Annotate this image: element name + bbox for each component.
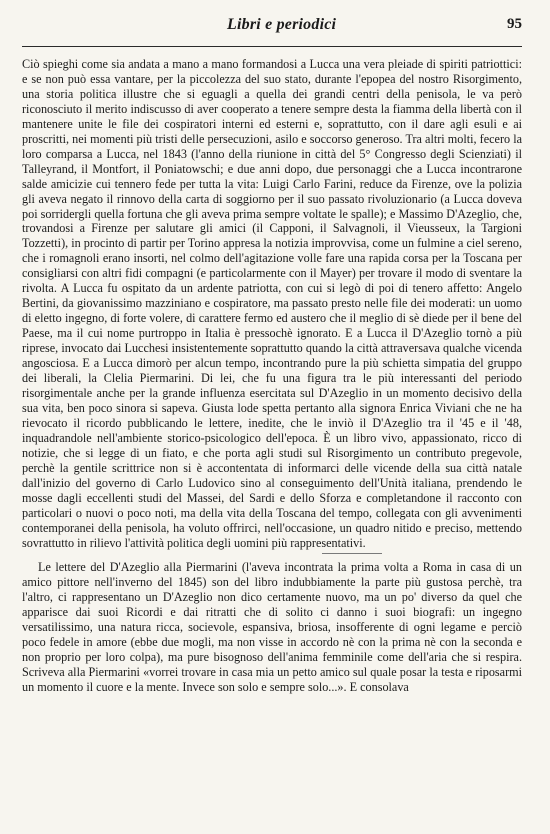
page-header <box>22 6 522 47</box>
page-number: 95 <box>507 16 522 32</box>
paragraph-1: Ciò spieghi come sia andata a mano a mano formandosi a Lucca una vera pleiade di spiriti patriottici: e se non può essa vantare, per la piccolezza del suo stato, durante l'epopea del nostro Risorgimento, una storia politica illustre che si eguagli a quella dei grandi centri della penisola, le va però riconosciuto il merito indiscusso di aver cooperato a tenere sempre desta la fiamma della libertà con il mantenere unite le file dei cospiratori interni ed esterni e, soprattutto, con il dare agli esuli e ai proscritti, nei momenti più tristi delle persecuzioni, asilo e soccorso generoso. Tra altri molti, fecero la loro comparsa a Lucca, nel 1843 (l'anno della riunione in città del 5° Congresso degli Scienziati) il Talleyrand, il Montfort, il Poniatowschi; e due anni dopo, due personaggi che a Lucca incontrarone salde amicizie cui tennero fede per tutta la vita: Luigi Carlo Farini, reduce da Firenze, ove la polizia gli aveva negato il rinnovo della carta di soggiorno per il suo passato rivoluzionario (a Lucca doveva poi sorridergli quella fortuna che gli aveva prima sempre voltate le spalle); e Massimo D'Azeglio, che, trovandosi a Firenze per salutare gli amici (il Capponi, il Salvagnoli, il Vieusseux, la Targioni Tozzetti), in procinto di partir per Torino appresa la notizia improvvisa, come un fulmine a ciel sereno, che i romagnoli erano insorti, nel colmo dell'agitazione volle fare una rapida corsa per la Toscana per consigliarsi con altri fidi compagni (e particolarmente con il Mayer) per trovare il modo di sventare la rivolta. A Lucca fu ospitato da un ardente patriotta, con cui si legò di poi di tenero affetto: Angelo Bertini, da giovanissimo mazziniano e cospiratore, ma passato presto nelle file dei moderati: un uomo di eletto ingegno, di forte volere, di carattere fermo ed austero che il meglio di sè diede per il bene del Paese, ma il cui nome purtroppo in Italia è pressochè ignorato. E a Lucca il D'Azeglio tornò a più riprese, invocato dai Lucchesi insistentemente soprattutto quando la città attraversava qualche vicenda angosciosa. E a Lucca dimorò per alcun tempo, incontrando pure la più schietta simpatia del gruppo dei liberali, la Clelia Piermarini. Di lei, che fu una figura tra le più interessanti del periodo risorgimentale anche per la grande influenza esercitata sul D'Azeglio in un momento decisivo della sua vita, ben poco sinora si sapeva. Giusta lode spetta pertanto alla signora Enrica Viviani che ne ha rievocato il ricordo pubblicando le lettere, inedite, che le inviò il D'Azeglio tra il '45 e il '48, inquadrandole nell'ambiente storico-psicologico dell'epoca. È un libro vivo, appassionato, ricco di notizie, che si legge di un fiato, e che porta agli studi sul Risorgimento un contributo pregevole, perchè la gentile scrittrice non si è accontentata di informarci delle vicende della sua città natale dall'inizio del governo di Carlo Ludovico sino al conseguimento dell'Unità italiana, prendendo le mosse dagli eccellenti studi del Massei, del Sardi e dello Sforza e completandone il racconto con particolari o nuovi o poco noti, ma della vita della Toscana del tempo, collegata con gli avvenimenti contemporanei della penisola, ha voluto offrirci, nell'occasione, un quadro nitido e preciso, mettendo sovrattutto in rilievo l'attività politica degli uomini più rappresentativi. <box>22 57 522 550</box>
book-page <box>0 6 550 834</box>
running-head: Libri e periodici <box>227 16 337 33</box>
section-divider <box>22 550 522 560</box>
page-body <box>22 57 522 695</box>
paragraph-2: Le lettere del D'Azeglio alla Piermarini (l'aveva incontrata la prima volta a Roma in casa di un amico pittore nell'inverno del 1845) son del libro indubbiamente la parte più gustosa perchè, tra l'altro, ci rappresentano un D'Azeglio non dico certamente nuovo, ma un po' diverso da quel che apparisce dai suoi Ricordi e dai ritratti che di solito ci danno i suoi biografi: un ingegno versatilissimo, una natura ricca, socievole, espansiva, briosa, insofferente di ogni legame e perciò poco fedele in amore (ebbe due mogli, ma non visse in accordo nè con la prima nè con la seconda e non proprio per loro colpa), ma pure bisognoso dell'anima femminile come dell'aria che si respira. Scriveva alla Piermarini «vorrei trovare in casa mia un petto amico sul quale posar la testa e riposarmi un momento il cuore e la mente. Invece son solo e sempre solo...». E consolava <box>22 560 522 695</box>
